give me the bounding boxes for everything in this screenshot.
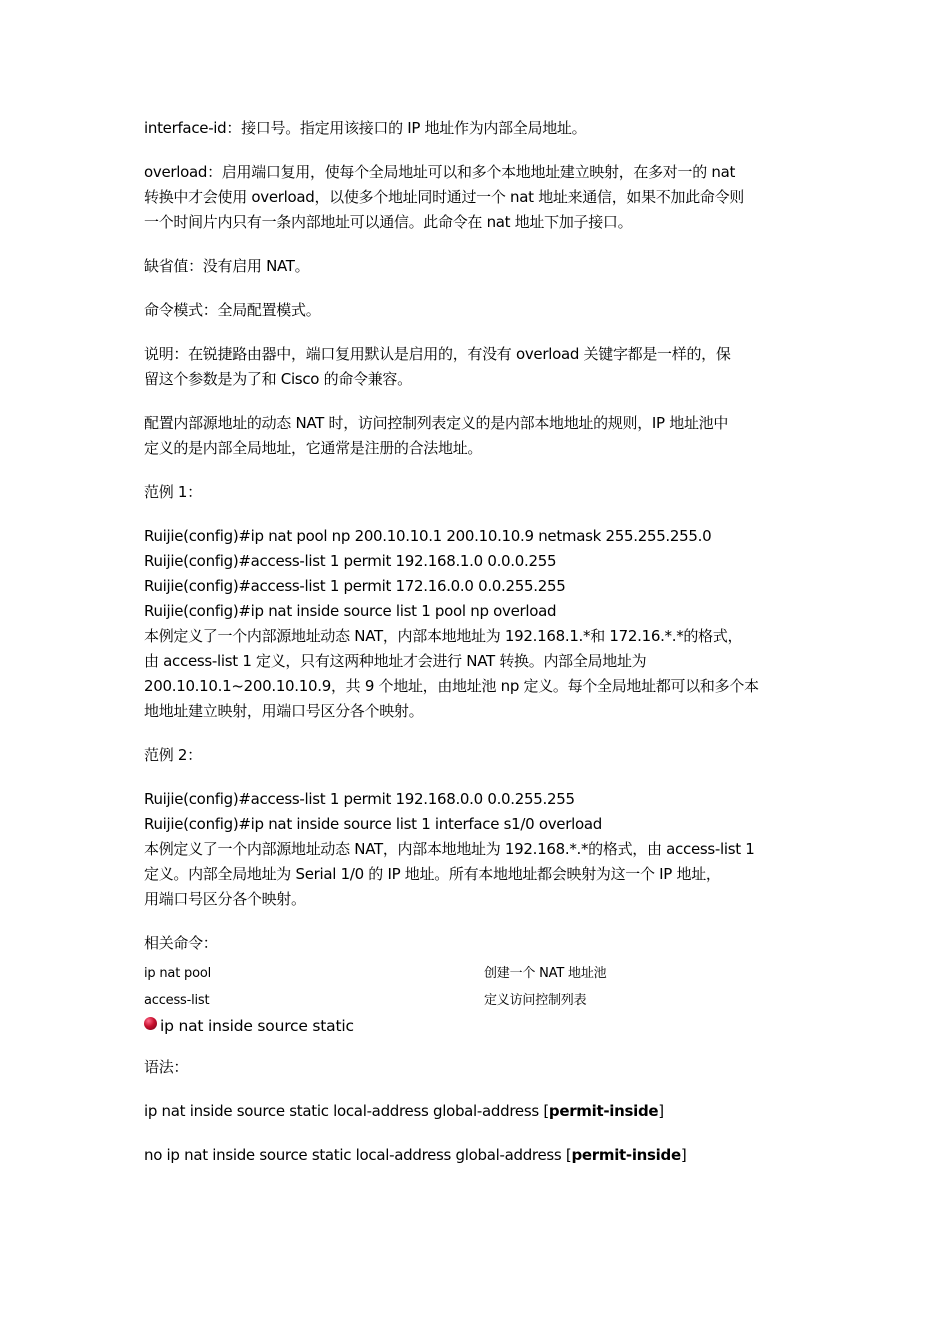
syntax-text: ] — [680, 1146, 687, 1164]
related-command: ip nat pool — [144, 966, 212, 981]
syntax-line-1 — [144, 1099, 810, 1124]
desc-line: 本例定义了一个内部源地址动态 NAT，内部本地地址为 192.168.1.*和 172.16.*.*的格式， — [144, 627, 743, 645]
dynamic-nat-paragraph — [144, 411, 810, 461]
text-line: 配置内部源地址的动态 NAT 时，访问控制列表定义的是内部本地地址的规则，IP 地址池中 — [144, 414, 729, 432]
code-line: Ruijie(config)#ip nat pool np 200.10.10.1 200.10.10.9 netmask 255.255.255.0 — [144, 527, 712, 545]
text-line: 定义的是内部全局地址，它通常是注册的合法地址。 — [144, 439, 483, 457]
syntax-line-2 — [144, 1143, 810, 1168]
related-row — [144, 960, 810, 987]
syntax-keyword: permit-inside — [548, 1102, 659, 1120]
syntax-title: 语法： — [144, 1058, 189, 1076]
desc-line: 由 access-list 1 定义，只有这两种地址才会进行 NAT 转换。内部全局地址为 — [144, 652, 647, 670]
desc-line: 本例定义了一个内部源地址动态 NAT，内部本地地址为 192.168.*.*的格式，由 access-list 1 — [144, 840, 755, 858]
interface-id-paragraph: interface-id：接口号。指定用该接口的 IP 地址作为内部全局地址。 — [144, 119, 587, 137]
syntax-text: ] — [658, 1102, 664, 1120]
related-description: 定义访问控制列表 — [484, 993, 587, 1008]
syntax-keyword: permit-inside — [571, 1146, 681, 1164]
desc-line: 地地址建立映射，用端口号区分各个映射。 — [144, 702, 424, 720]
section-heading — [144, 1014, 810, 1038]
example1-title: 范例 1： — [144, 483, 202, 501]
desc-line: 用端口号区分各个映射。 — [144, 890, 306, 908]
code-line: Ruijie(config)#ip nat inside source list 1 pool np overload — [144, 602, 557, 620]
default-paragraph: 缺省值：没有启用 NAT。 — [144, 257, 310, 275]
related-description: 创建一个 NAT 地址池 — [484, 966, 607, 981]
example2-title: 范例 2： — [144, 746, 202, 764]
text-line: 转换中才会使用 overload，以使多个地址同时通过一个 nat 地址来通信，如果不加此命令则 — [144, 188, 744, 206]
section-heading-text: ip nat inside source static — [160, 1017, 354, 1035]
code-line: Ruijie(config)#access-list 1 permit 192.168.1.0 0.0.0.255 — [144, 552, 557, 570]
overload-paragraph — [144, 160, 810, 235]
note-paragraph — [144, 342, 810, 392]
related-row — [144, 987, 810, 1014]
text-line: 一个时间片内只有一条内部地址可以通信。此命令在 nat 地址下加子接口。 — [144, 213, 633, 231]
code-line: Ruijie(config)#access-list 1 permit 192.168.0.0 0.0.255.255 — [144, 790, 575, 808]
desc-line: 200.10.10.1~200.10.10.9，共 9 个地址，由地址池 np 定义。每个全局地址都可以和多个本 — [144, 677, 759, 695]
example1-block — [144, 524, 810, 724]
desc-line: 定义。内部全局地址为 Serial 1/0 的 IP 地址。所有本地地址都会映射为这一个 IP 地址， — [144, 865, 721, 883]
bullet-icon — [144, 1017, 157, 1030]
syntax-text: ip nat inside source static local-address global-address [ — [144, 1102, 549, 1120]
document-page — [144, 116, 810, 1187]
code-line: Ruijie(config)#access-list 1 permit 172.16.0.0 0.0.255.255 — [144, 577, 566, 595]
text-line: 说明：在锐捷路由器中，端口复用默认是启用的，有没有 overload 关键字都是一样的，保 — [144, 345, 731, 363]
related-command: access-list — [144, 993, 210, 1008]
related-commands-title: 相关命令： — [144, 934, 218, 952]
code-line: Ruijie(config)#ip nat inside source list 1 interface s1/0 overload — [144, 815, 602, 833]
mode-paragraph: 命令模式：全局配置模式。 — [144, 301, 321, 319]
syntax-text: no ip nat inside source static local-address global-address [ — [144, 1146, 572, 1164]
text-line: 留这个参数是为了和 Cisco 的命令兼容。 — [144, 370, 412, 388]
text-line: overload：启用端口复用，使每个全局地址可以和多个本地地址建立映射，在多对一的 nat — [144, 163, 736, 181]
example2-block — [144, 787, 810, 912]
